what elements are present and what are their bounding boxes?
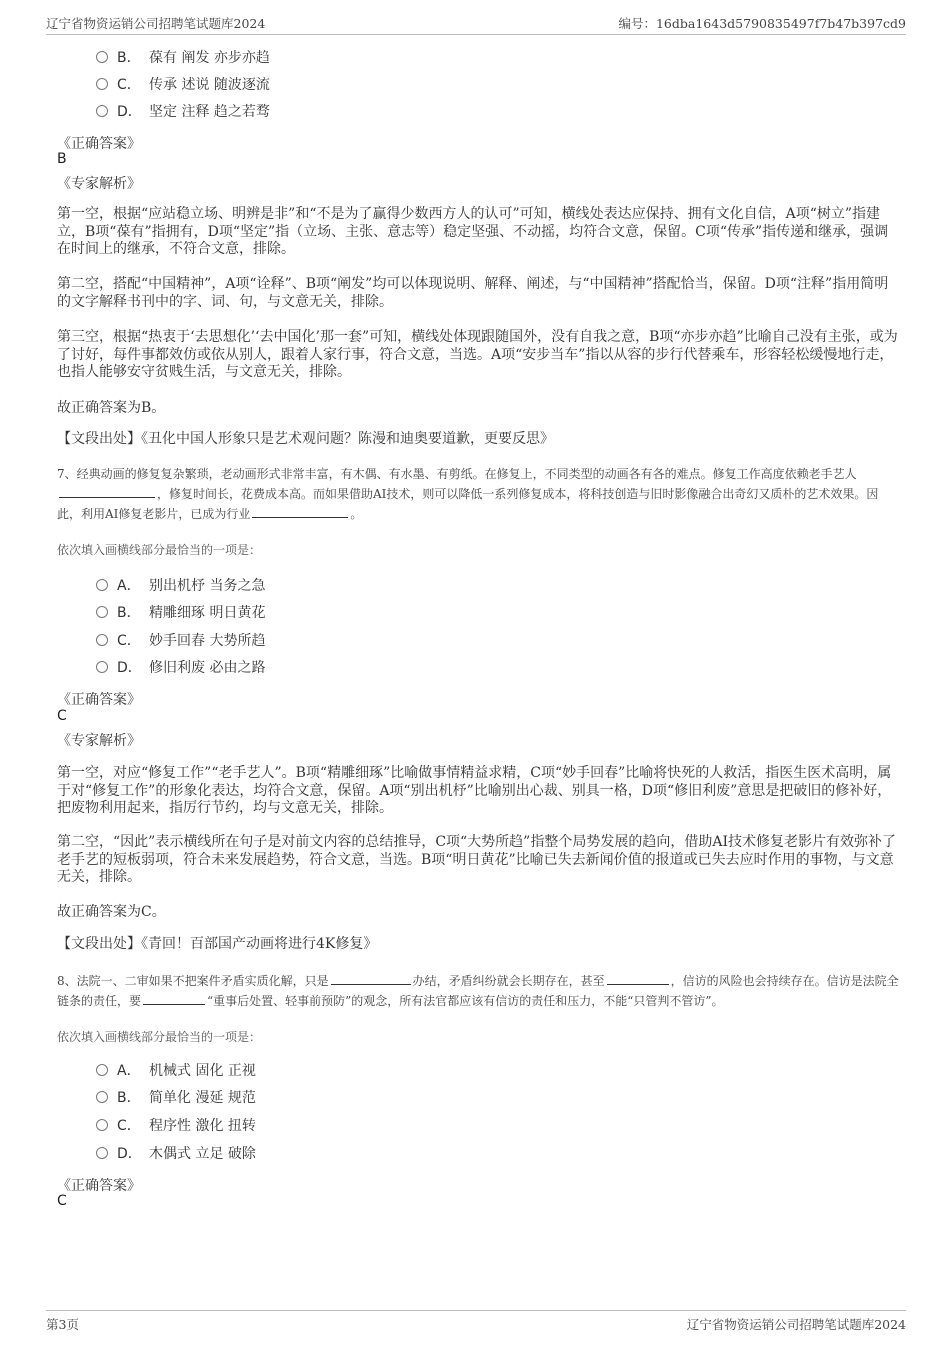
q8-option-c[interactable]: C． 程序性 激化 扭转 bbox=[96, 1115, 256, 1137]
q8-option-a[interactable]: A． 机械式 固化 正视 bbox=[96, 1060, 256, 1082]
q7-option-d[interactable]: D． 修旧利废 必由之路 bbox=[96, 657, 265, 679]
radio-icon[interactable] bbox=[96, 1147, 108, 1159]
q7-blank-2 bbox=[252, 505, 348, 518]
header-title: 辽宁省物资运销公司招聘笔试题库2024 bbox=[46, 16, 266, 31]
footer-page-number: 第3页 bbox=[46, 1317, 79, 1332]
q8-answer: C bbox=[57, 1193, 67, 1209]
q7-analysis-p3: 故正确答案为C。 bbox=[57, 904, 166, 920]
q7-option-a[interactable]: A． 别出机杼 当务之急 bbox=[96, 575, 265, 597]
header-code: 编号：16dba1643d5790835497f7b47b397cd9 bbox=[618, 16, 906, 31]
q7-stem: 7、经典动画的修复复杂繁琐，老动画形式非常丰富，有木偶、有水墨、有剪纸。在修复上，不同类型的动画各有各的难点。修复工作高度依赖老手艺人，修复时间长，花费成本高。而如果借助AI技术，则可以降低一系列修复成本，将科技创造与旧时影像融合出奇幻又质朴的艺术效果。因此，利用AI修复老影片，已成为行业 。 bbox=[57, 467, 879, 521]
q7-option-c[interactable]: C． 妙手回春 大势所趋 bbox=[96, 630, 265, 652]
footer-title: 辽宁省物资运销公司招聘笔试题库2024 bbox=[686, 1317, 906, 1332]
radio-icon[interactable] bbox=[96, 634, 108, 646]
radio-icon[interactable] bbox=[96, 51, 108, 63]
q8-blank-3 bbox=[143, 992, 205, 1005]
q7-blank-1 bbox=[59, 485, 155, 498]
q8-prompt: 依次填入画横线部分最恰当的一项是： bbox=[57, 1030, 262, 1044]
q6-analysis-p2: 第二空，搭配“中国精神”，A项“诠释”、B项“阐发”均可以体现说明、解释、阐述，与“中国精神”搭配恰当，保留。D项“注释”指用简明的文字解释书刊中的字、词、句，与文意无关，排除。 bbox=[57, 276, 889, 310]
q7-source: 【文段出处】《青回！百部国产动画将进行4K修复》 bbox=[57, 936, 378, 952]
q8-stem: 8、法院一、二审如果不把案件矛盾实质化解，只是 办结，矛盾纠纷就会长期存在，甚至 ，信访的风险也会持续存在。信访是法院全链条的责任，要 “重事后处置、轻事前预防”的观念，所有法官都应该有信访的责任和压力，不能“只管判不管访”。 bbox=[57, 974, 899, 1008]
q6-analysis-label: 《专家解析》 bbox=[57, 176, 141, 192]
radio-icon[interactable] bbox=[96, 105, 108, 117]
radio-icon[interactable] bbox=[96, 1091, 108, 1103]
q7-prompt: 依次填入画横线部分最恰当的一项是： bbox=[57, 543, 262, 557]
q6-option-d[interactable]: D． 坚定 注释 趋之若骛 bbox=[96, 101, 270, 123]
radio-icon[interactable] bbox=[96, 78, 108, 90]
radio-icon[interactable] bbox=[96, 606, 108, 618]
radio-icon[interactable] bbox=[96, 579, 108, 591]
q8-blank-2 bbox=[607, 972, 669, 985]
q7-option-b[interactable]: B． 精雕细琢 明日黄花 bbox=[96, 602, 265, 624]
q6-analysis-p4: 故正确答案为B。 bbox=[57, 400, 166, 416]
radio-icon[interactable] bbox=[96, 661, 108, 673]
q6-analysis-p3: 第三空，根据“热衷于‘去思想化’‘去中国化’那一套”可知，横线处体现跟随国外，没有自我之意，B项“亦步亦趋”比喻自己没有主张，或为了讨好，每件事都效仿或依从别人，跟着人家行事，符合文意，当选。A项“安步当车”指以从容的步行代替乘车，形容轻松缓慢地行走，也指人能够安守贫贱生活，与文意无关，排除。 bbox=[57, 329, 898, 380]
radio-icon[interactable] bbox=[96, 1119, 108, 1131]
q7-answer-label: 《正确答案》 bbox=[57, 692, 141, 708]
q6-option-b[interactable]: B． 葆有 阐发 亦步亦趋 bbox=[96, 47, 270, 69]
q7-analysis-p2: 第二空，“因此”表示横线所在句子是对前文内容的总结推导，C项“大势所趋”指整个局势发展的趋向，借助AI技术修复老影片有效弥补了老手艺的短板弱项，符合未来发展趋势，符合文意，当选。B项“明日黄花”比喻已失去新闻价值的报道或已失去应时作用的事物，与文意无关，排除。 bbox=[57, 834, 896, 885]
q7-analysis-label: 《专家解析》 bbox=[57, 733, 141, 749]
q6-option-c[interactable]: C． 传承 述说 随波逐流 bbox=[96, 74, 270, 96]
radio-icon[interactable] bbox=[96, 1064, 108, 1076]
q6-answer: B bbox=[57, 151, 67, 167]
q6-analysis-p1: 第一空，根据“应站稳立场、明辨是非”和“不是为了赢得少数西方人的认可”可知，横线处表达应保持、拥有文化自信，A项“树立”指建立，B项“葆有”指拥有，D项“坚定”指（立场、主张、意志等）稳定坚强、不动摇，均符合文意，保留。C项“传承”指传递和继承，强调在时间上的继承，不符合文意，排除。 bbox=[57, 206, 889, 257]
q7-analysis-p1: 第一空，对应“修复工作”“老手艺人”。B项“精雕细琢”比喻做事情精益求精，C项“妙手回春”比喻将快死的人救活，指医生医术高明，属于对“修复工作”的形象化表达，均符合文意，保留。A项“别出机杼”比喻别出心裁、别具一格，D项“修旧利废”意思是把破旧的修补好，把废物利用起来，指厉行节约，均与文意无关，排除。 bbox=[57, 765, 892, 816]
q7-answer: C bbox=[57, 708, 67, 724]
page-header bbox=[46, 12, 906, 35]
q6-source: 【文段出处】《丑化中国人形象只是艺术观问题？陈漫和迪奥要道歉，更要反思》 bbox=[57, 431, 554, 447]
q8-answer-label: 《正确答案》 bbox=[57, 1178, 141, 1194]
q6-answer-label: 《正确答案》 bbox=[57, 136, 141, 152]
q8-option-d[interactable]: D． 木偶式 立足 破除 bbox=[96, 1143, 256, 1165]
q8-option-b[interactable]: B． 简单化 漫延 规范 bbox=[96, 1087, 256, 1109]
q8-blank-1 bbox=[331, 972, 411, 985]
page-footer bbox=[46, 1310, 906, 1333]
